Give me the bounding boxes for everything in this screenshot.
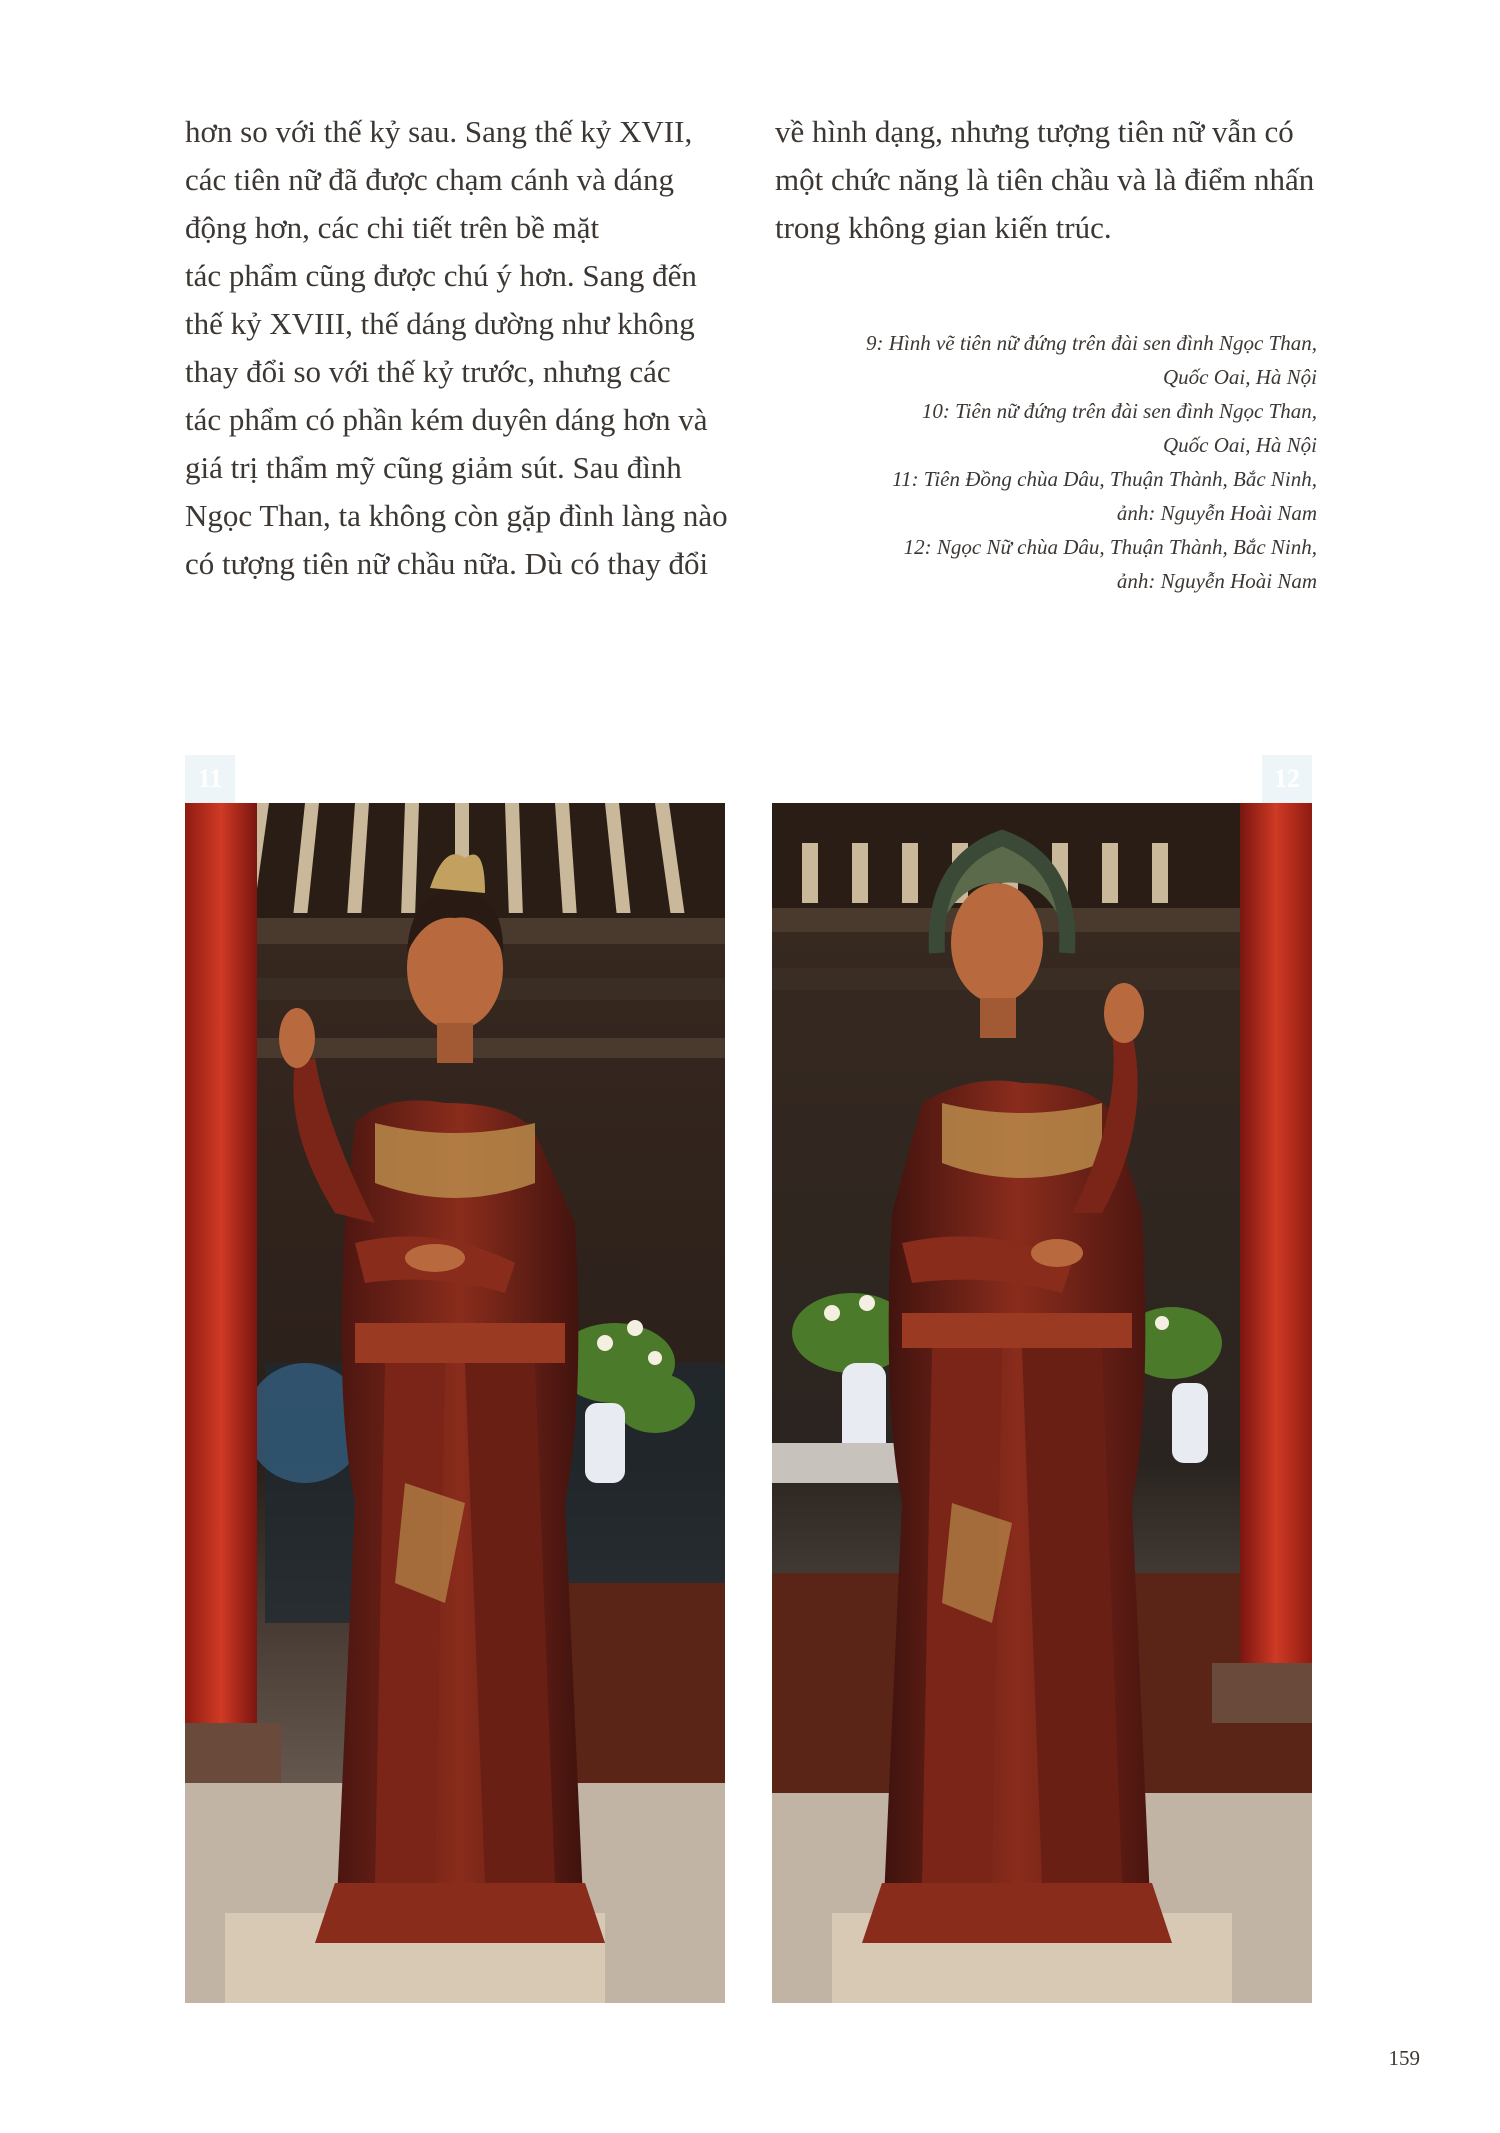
caption-line: Quốc Oai, Hà Nội [1163, 433, 1317, 457]
body-text-line: Ngọc Than, ta không còn gặp đình làng nào [185, 498, 728, 533]
photo-tien-dong-statue [185, 803, 725, 2003]
caption-line: 11: Tiên Đồng chùa Dâu, Thuận Thành, Bắc Ninh, [892, 467, 1317, 491]
caption-line: 10: Tiên nữ đứng trên đài sen đình Ngọc Than, [921, 399, 1317, 423]
body-text-line: một chức năng là tiên chầu và là điểm nhấn [775, 162, 1315, 197]
body-text-line: các tiên nữ đã được chạm cánh và dáng [185, 162, 674, 197]
red-pillar [185, 803, 257, 1723]
caption-line: 12: Ngọc Nữ chùa Dâu, Thuận Thành, Bắc Ninh, [903, 535, 1317, 559]
body-text-line: trong không gian kiến trúc. [775, 210, 1112, 245]
body-text-line: hơn so với thế kỷ sau. Sang thế kỷ XVII, [185, 114, 693, 149]
caption-line: 9: Hình vẽ tiên nữ đứng trên đài sen đình Ngọc Than, [865, 331, 1317, 355]
body-text-line: động hơn, các chi tiết trên bề mặt [185, 210, 600, 245]
statue-illustration-11 [185, 803, 725, 2003]
figure-number-11: 11 [185, 755, 235, 803]
figure-captions [617, 326, 1317, 598]
figure-number-12: 12 [1262, 755, 1312, 803]
page-number: 159 [1388, 2046, 1420, 2070]
caption-line: ảnh: Nguyễn Hoài Nam [1116, 501, 1317, 525]
body-text-line: về hình dạng, nhưng tượng tiên nữ vẫn có [775, 114, 1294, 149]
body-text-line: có tượng tiên nữ chầu nữa. Dù có thay đổi [185, 546, 709, 581]
body-text-line: thế kỷ XVIII, thế dáng dường như không [185, 306, 695, 341]
body-text-line: thay đổi so với thế kỷ trước, nhưng các [185, 354, 671, 389]
red-pillar [1240, 803, 1312, 1663]
statue-illustration-12 [772, 803, 1312, 2003]
body-text-right-column [775, 108, 1335, 252]
caption-line: Quốc Oai, Hà Nội [1163, 365, 1317, 389]
caption-line: ảnh: Nguyễn Hoài Nam [1116, 569, 1317, 593]
body-text-line: tác phẩm có phần kém duyên dáng hơn và [185, 402, 708, 437]
body-text-line: tác phẩm cũng được chú ý hơn. Sang đến [185, 258, 697, 293]
photo-ngoc-nu-statue [772, 803, 1312, 2003]
body-text-line: giá trị thẩm mỹ cũng giảm sút. Sau đình [185, 450, 682, 485]
